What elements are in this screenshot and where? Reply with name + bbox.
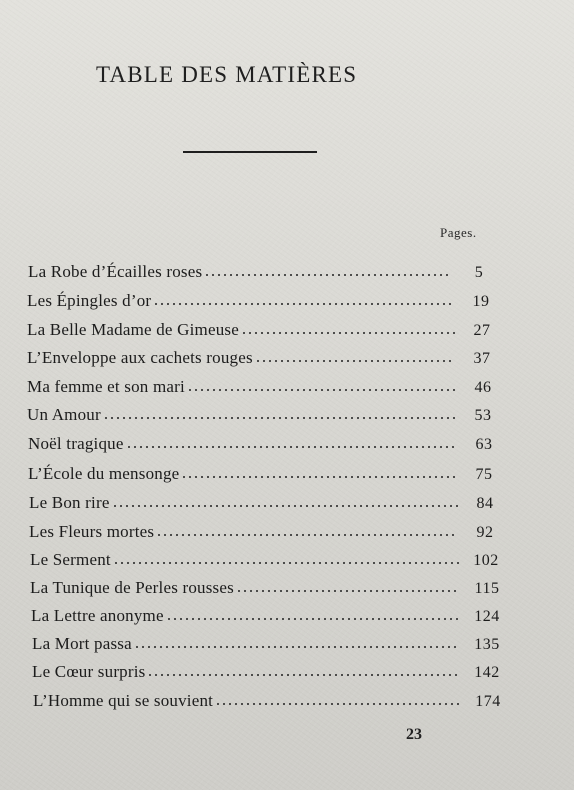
- toc-entry-title: La Mort passa: [32, 634, 132, 653]
- dot-leader: [255, 359, 455, 363]
- dot-leader: [236, 589, 460, 593]
- toc-entry: [27, 291, 500, 313]
- dot-leader: [166, 617, 460, 621]
- toc-entry-title: Les Fleurs mortes: [29, 522, 155, 541]
- toc-entry-page: 5: [474, 264, 484, 281]
- toc-entry-title: La Belle Madame de Gimeuse: [27, 320, 239, 339]
- toc-entry-page: 37: [473, 350, 491, 367]
- toc-entry: [27, 377, 502, 399]
- toc-entry: [30, 550, 505, 572]
- dot-leader: [113, 561, 459, 565]
- toc-entry: [28, 434, 503, 456]
- dot-leader: [153, 302, 454, 306]
- page-number-folio: 23: [406, 726, 422, 743]
- toc-entry-title: Un Amour: [27, 405, 101, 424]
- toc-entry-title: L’Homme qui se souvient: [33, 691, 214, 710]
- toc-entry-title: Les Épingles d’or: [27, 291, 152, 310]
- toc-entry: [27, 348, 501, 370]
- toc-entry-page: 53: [474, 407, 492, 424]
- dot-leader: [147, 673, 460, 677]
- pages-column-header: Pages.: [440, 225, 477, 240]
- toc-entry: [32, 662, 506, 684]
- toc-entry: [31, 606, 506, 628]
- toc-entry: [30, 578, 506, 600]
- toc-entry: [32, 634, 506, 656]
- toc-entry: [28, 262, 498, 284]
- toc-entry: [33, 691, 507, 713]
- toc-entry: [27, 320, 501, 342]
- toc-entry-page: 46: [474, 379, 492, 396]
- dot-leader: [181, 475, 457, 479]
- toc-entry-title: Ma femme et son mari: [27, 377, 185, 396]
- toc-entry-page: 102: [473, 552, 499, 569]
- toc-entry: [29, 493, 504, 515]
- toc-entry-title: L’Enveloppe aux cachets rouges: [27, 348, 253, 367]
- dot-leader: [103, 416, 456, 420]
- toc-entry-page: 124: [474, 608, 500, 625]
- dot-leader: [215, 702, 461, 706]
- toc-entry-page: 63: [475, 436, 493, 453]
- toc-entry-title: Le Serment: [30, 550, 111, 569]
- toc-entry: [28, 464, 503, 486]
- toc-entry-title: L’École du mensonge: [28, 464, 180, 483]
- toc-entry-page: 174: [475, 693, 501, 710]
- dot-leader: [204, 273, 452, 277]
- dot-leader: [156, 533, 458, 537]
- toc-entry-page: 142: [474, 664, 500, 681]
- toc-entry-title: Noël tragique: [28, 434, 124, 453]
- toc-entry-title: La Lettre anonyme: [31, 606, 164, 625]
- toc-entry-page: 27: [473, 322, 491, 339]
- toc-entry: [29, 522, 504, 544]
- toc-entry-page: 92: [476, 524, 494, 541]
- toc-entry-page: 75: [475, 466, 493, 483]
- toc-entry: [27, 405, 502, 427]
- toc-entry-page: 135: [474, 636, 500, 653]
- toc-entry-page: 84: [476, 495, 494, 512]
- dot-leader: [187, 388, 456, 392]
- page-title: TABLE DES MATIÈRES: [96, 62, 358, 87]
- dot-leader: [112, 504, 458, 508]
- toc-entry-title: La Tunique de Perles rousses: [30, 578, 234, 597]
- toc-entry-title: Le Bon rire: [29, 493, 110, 512]
- dot-leader: [134, 645, 460, 649]
- dot-leader: [241, 331, 455, 335]
- toc-entry-title: Le Cœur surpris: [32, 662, 146, 681]
- toc-entry-title: La Robe d’Écailles roses: [28, 262, 203, 281]
- toc-entry-page: 115: [474, 580, 500, 597]
- dot-leader: [126, 445, 457, 449]
- toc-entry-page: 19: [472, 293, 490, 310]
